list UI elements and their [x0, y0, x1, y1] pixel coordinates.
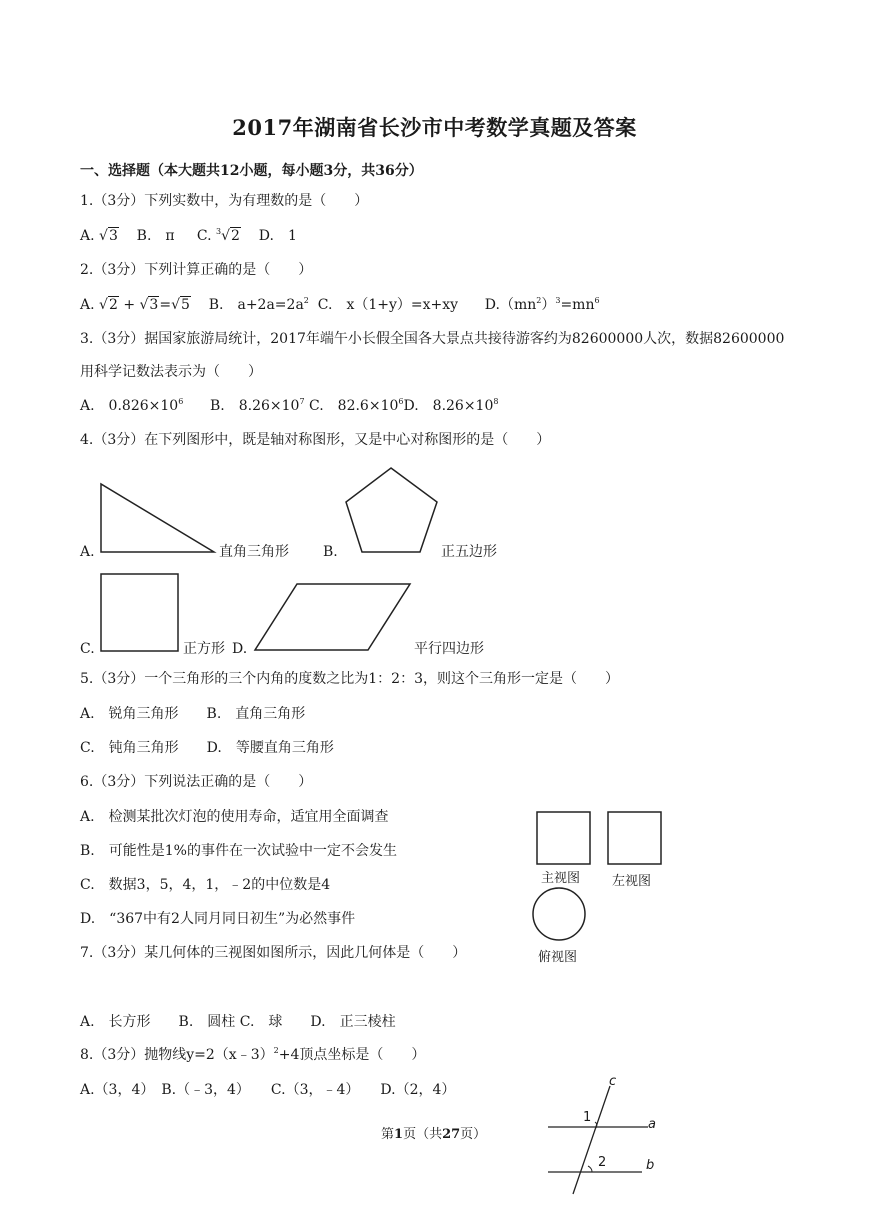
right-triangle-shape: [101, 484, 214, 552]
question-8-stem: [80, 1046, 425, 1064]
parallel-lines-figure: [540, 1080, 680, 1210]
question-6-option-b: B. 可能性是1%的事件在一次试验中一定不会发生: [80, 843, 397, 859]
cube-root-expression: √2: [221, 228, 240, 244]
angle-2-arc: [588, 1166, 592, 1172]
front-view-square: [537, 812, 590, 864]
sqrt-expression: √3: [99, 228, 118, 244]
question-6-option-c: C. 数据3，5，4，1，﹣2的中位数是4: [80, 877, 331, 893]
superscript: 6: [178, 397, 184, 406]
page-number: 1: [394, 1127, 404, 1142]
superscript: 2: [273, 1046, 279, 1055]
parallelogram-shape: [255, 584, 410, 650]
sqrt-expression: √3: [139, 297, 159, 313]
superscript: 3: [555, 296, 561, 305]
transversal-c: [573, 1086, 610, 1194]
root-index: 3: [216, 227, 222, 236]
option-b: B. π: [136, 228, 175, 244]
option-d-name: 平行四边形: [414, 641, 484, 657]
option-a-label: A.: [80, 544, 95, 560]
option-d-part: =mn: [560, 297, 595, 313]
superscript: 6: [594, 296, 600, 305]
question-8-stem-text: 8.（3分）抛物线y=2（x﹣3）: [80, 1047, 274, 1063]
option-d-part: ）: [541, 297, 556, 313]
option-d: D. 1: [258, 228, 297, 244]
option-a-label: A.: [80, 228, 95, 244]
question-2-options: [80, 296, 600, 314]
question-1-stem: 1.（3分）下列实数中，为有理数的是（ ）: [80, 193, 369, 209]
option-b-label: B.: [323, 544, 338, 560]
question-5-options-ab: A. 锐角三角形 B. 直角三角形: [80, 706, 306, 722]
left-view-square: [608, 812, 661, 864]
top-view-circle: [533, 888, 585, 940]
question-3-options: [80, 397, 498, 415]
option-a-name: 直角三角形: [219, 544, 289, 560]
option-a-label: A.: [80, 297, 95, 313]
question-7-stem: 7.（3分）某几何体的三视图如图所示，因此几何体是（ ）: [80, 945, 467, 961]
front-view-label: 主视图: [541, 871, 581, 886]
question-7-options: A. 长方形 B. 圆柱 C. 球 D. 正三棱柱: [80, 1014, 396, 1030]
option-c-name: 正方形: [183, 641, 225, 657]
option-d: D. 8.26×10: [403, 398, 494, 414]
option-c: C. x（1+y）=x+xy: [317, 297, 459, 313]
question-4-stem: 4.（3分）在下列图形中，既是轴对称图形，又是中心对称图形的是（ ）: [80, 432, 551, 448]
question-5-options-cd: C. 钝角三角形 D. 等腰直角三角形: [80, 740, 334, 756]
sqrt-expression: √5: [171, 297, 190, 313]
footer-suffix: 页）: [460, 1127, 487, 1142]
question-3-line-1: 3.（3分）据国家旅游局统计，2017年端午小长假全国各大景点共接待游客约为82600000人次，数据82600000: [80, 331, 785, 347]
option-c-label: C.: [196, 228, 212, 244]
question-3-line-2: 用科学记数法表示为（ ）: [80, 364, 262, 380]
option-b: B. 8.26×10: [209, 398, 300, 414]
superscript: 8: [493, 397, 499, 406]
option-c: C. 82.6×10: [309, 398, 399, 414]
square-shape: [101, 574, 178, 651]
superscript: 2: [303, 296, 309, 305]
page-footer: [381, 1123, 486, 1142]
option-b: B. a+2a=2a: [208, 297, 304, 313]
left-view-label: 左视图: [612, 874, 652, 889]
option-d: D.（mn: [484, 297, 537, 313]
pentagon-shape: [346, 468, 437, 552]
equals-sign: =: [159, 297, 172, 313]
top-view-label: 俯视图: [538, 950, 578, 965]
superscript: 7: [299, 397, 305, 406]
question-1-options: [80, 227, 297, 245]
line-a-label: a: [648, 1117, 656, 1132]
plus-sign: +: [123, 297, 136, 313]
question-5-stem: 5.（3分）一个三角形的三个内角的度数之比为1：2：3，则这个三角形一定是（ ）: [80, 671, 619, 687]
question-6-option-a: A. 检测某批次灯泡的使用寿命，适宜用全面调查: [80, 809, 389, 825]
question-8-stem-end: +4顶点坐标是（ ）: [278, 1047, 426, 1063]
option-b-name: 正五边形: [441, 544, 497, 560]
footer-middle: 页（共: [403, 1127, 443, 1142]
option-d-label: D.: [232, 641, 248, 657]
line-b-label: b: [646, 1158, 655, 1173]
angle-1-label: 1: [583, 1110, 592, 1125]
sqrt-expression: √2: [99, 297, 118, 313]
page-title: 2017年湖南省长沙市中考数学真题及答案: [232, 115, 637, 140]
total-pages: 27: [442, 1127, 461, 1142]
section-heading: 一、选择题（本大题共12小题，每小题3分，共36分）: [80, 163, 423, 179]
shapes-figure: [0, 460, 869, 660]
question-6-stem: 6.（3分）下列说法正确的是（ ）: [80, 774, 313, 790]
superscript: 6: [398, 397, 404, 406]
line-c-label: c: [609, 1074, 617, 1089]
question-8-options: A.（3，4） B.（﹣3，4） C.（3，﹣4） D.（2，4）: [80, 1082, 456, 1098]
option-c-label: C.: [80, 641, 95, 657]
superscript: 2: [536, 296, 542, 305]
footer-prefix: 第: [381, 1127, 395, 1142]
question-2-stem: 2.（3分）下列计算正确的是（ ）: [80, 262, 313, 278]
option-a: A. 0.826×10: [80, 398, 179, 414]
question-6-option-d: D. “367中有2人同月同日初生”为必然事件: [80, 911, 356, 927]
angle-2-label: 2: [598, 1155, 607, 1170]
